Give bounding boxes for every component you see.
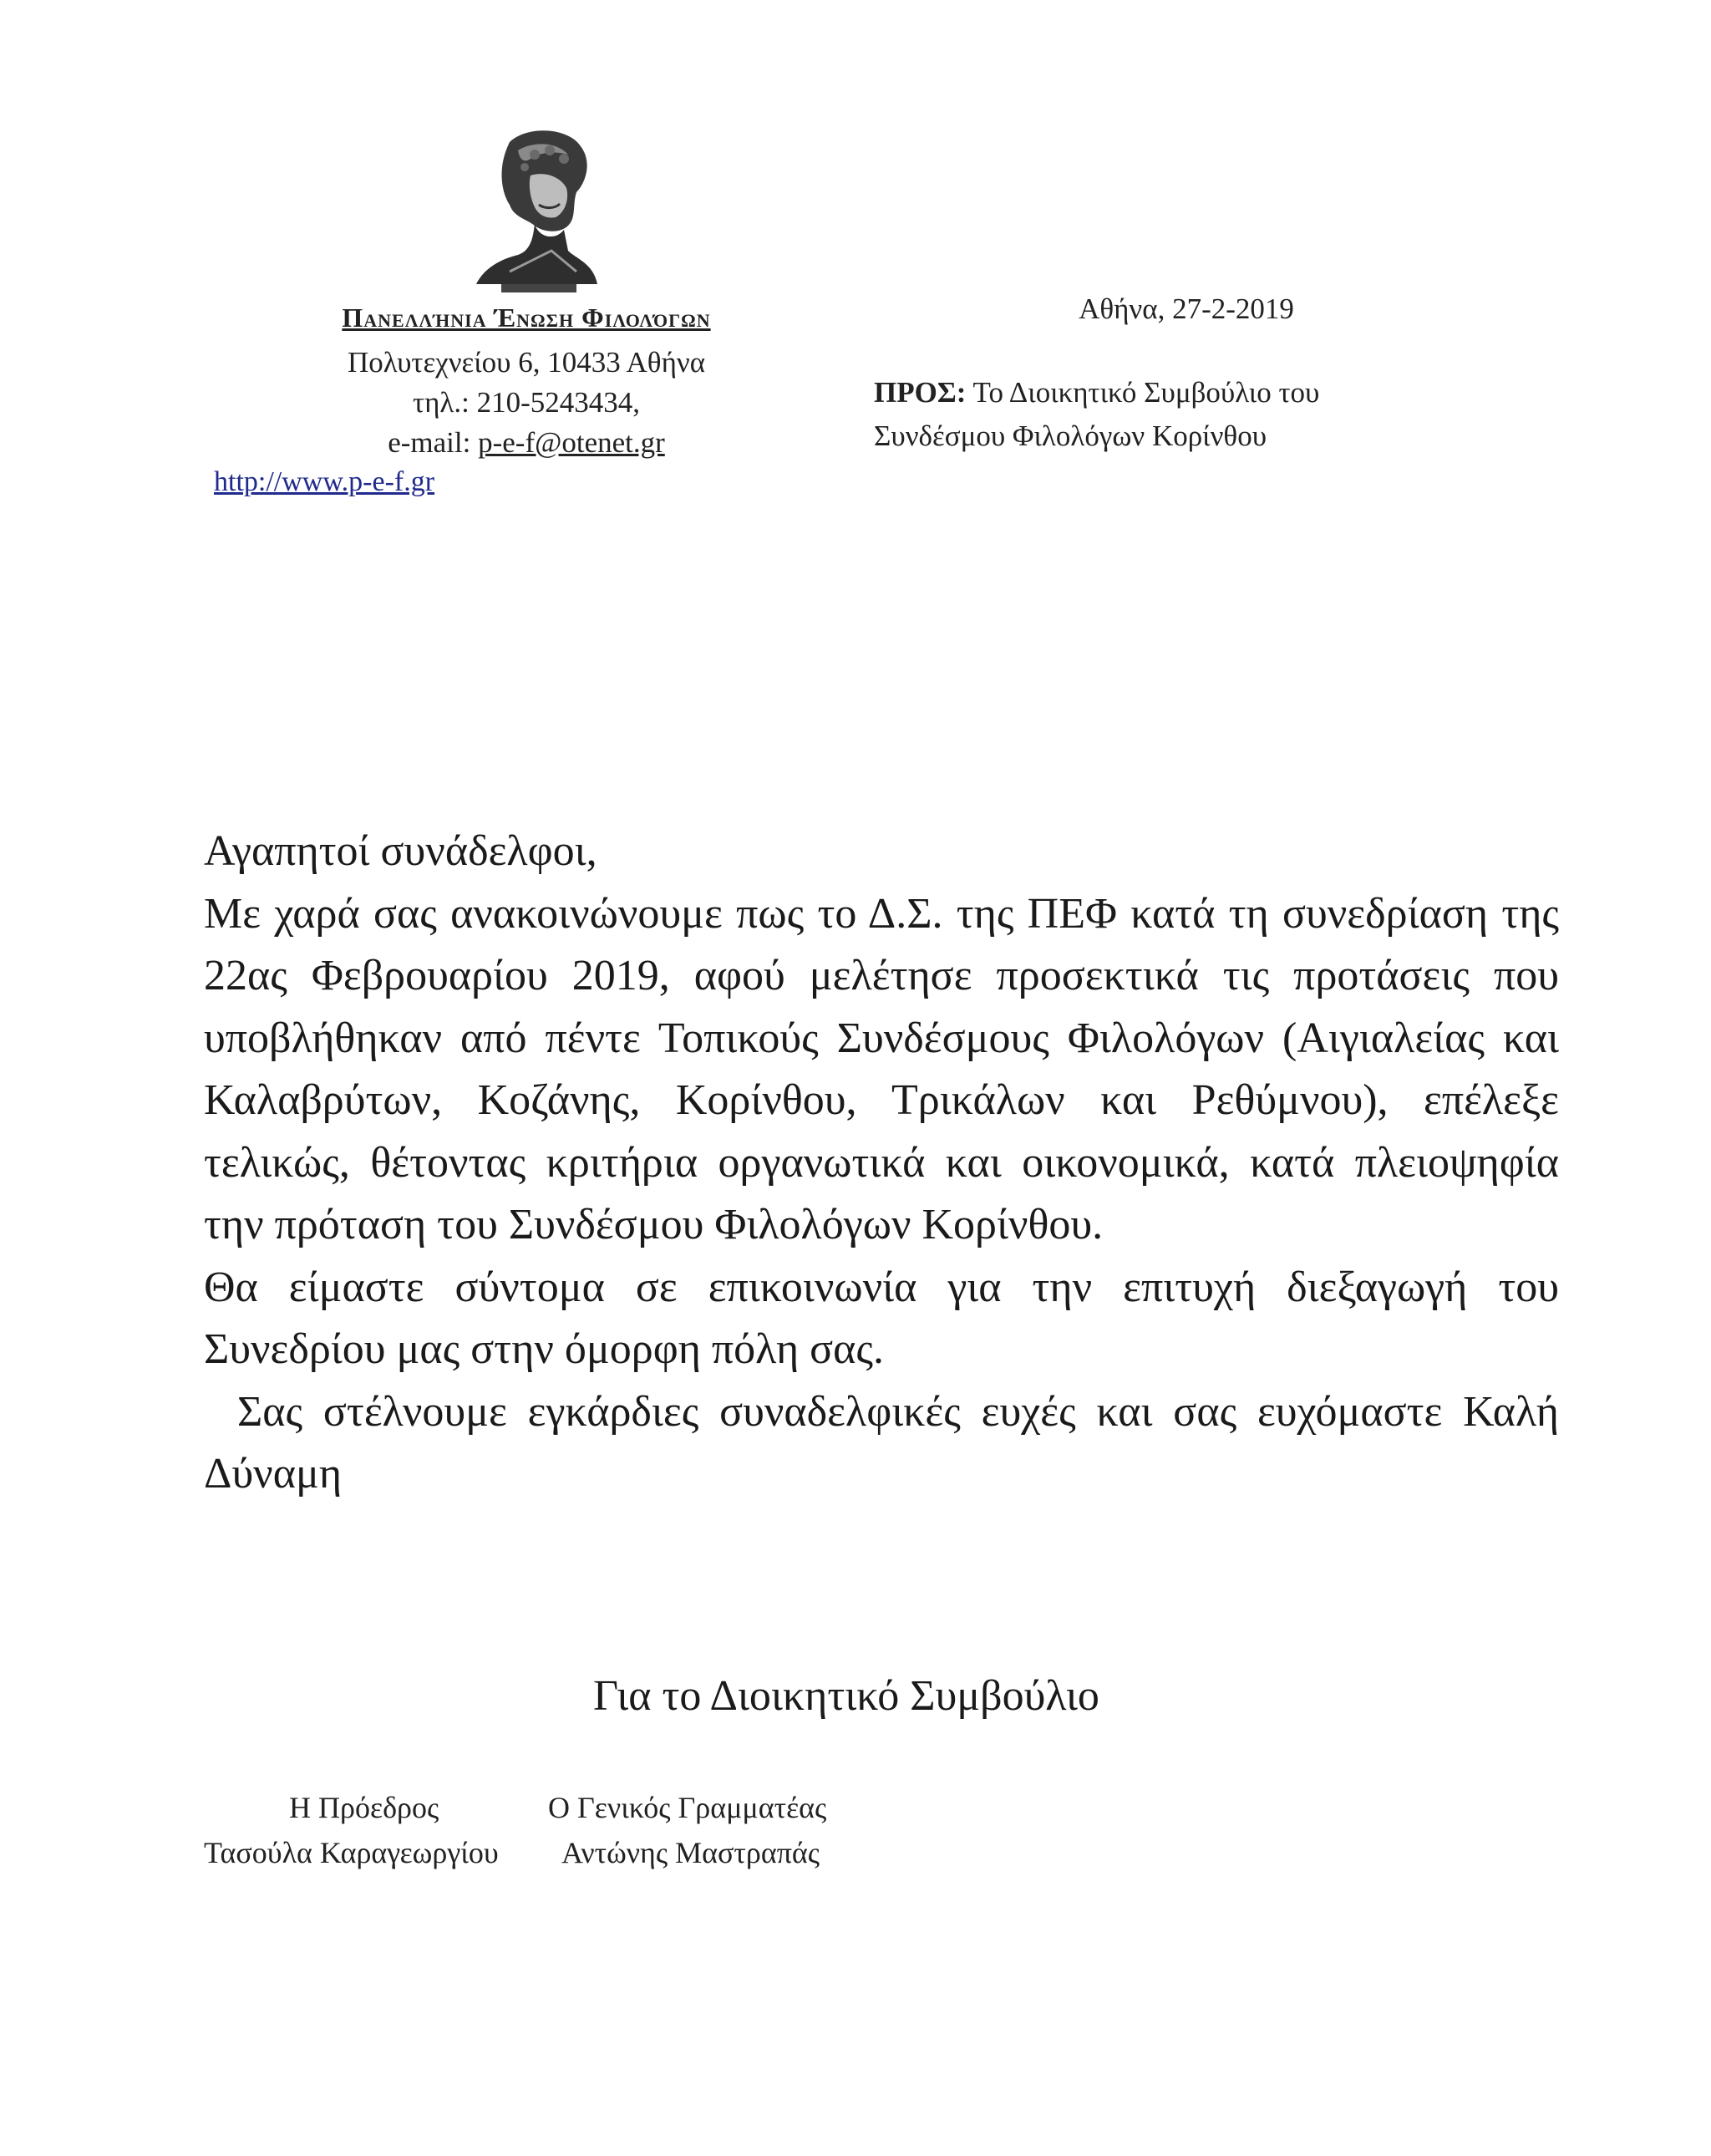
bust-sculpture-icon: [451, 125, 618, 301]
recipient-line-2: Συνδέσμου Φιλολόγων Κορίνθου: [874, 420, 1267, 452]
letter-date: Αθήνα, 27-2-2019: [1079, 292, 1294, 325]
website-link[interactable]: http://www.p-e-f.gr: [214, 466, 435, 497]
email-link[interactable]: p-e-f@otenet.gr: [478, 426, 665, 459]
body-paragraph-1: Με χαρά σας ανακοινώνουμε πως το Δ.Σ. της ΠΕΦ κατά τη συνεδρίαση της 22ας Φεβρουαρίου 2019, αφού μελέτησε προσεκτικά τις προτάσεις που υποβλήθηκαν από πέντε Τοπικούς Συνδέσμους Φιλολόγων (Αιγιαλείας και Καλαβρύτων, Κοζάνης, Κορίνθου, Τρικάλων και Ρεθύμνου), επέλεξε τελικώς, θέτοντας κριτήρια οργανωτικά και οικονομικά, κατά πλειοψηφία την πρόταση του Συνδέσμου Φιλολόγων Κορίνθου.: [204, 889, 1559, 1248]
organization-email-line: [284, 426, 769, 460]
closing-paragraph: Σας στέλνουμε εγκάρδιες συναδελφικές ευχές και σας ευχόμαστε Καλή Δύναμη: [204, 1387, 1559, 1498]
letter-body: [204, 821, 1559, 1506]
organization-address: Πολυτεχνείου 6, 10433 Αθήνα: [347, 346, 706, 379]
body-paragraph-2: Θα είμαστε σύντομα σε επικοινωνία για την επιτυχή διεξαγωγή του Συνεδρίου μας στην όμορφη πόλη σας.: [204, 1263, 1559, 1373]
recipient-colon: :: [956, 376, 967, 409]
recipient-block: [874, 371, 1442, 458]
email-prefix: e-mail:: [388, 426, 479, 459]
president-name: Τασούλα Καραγεωργίου: [204, 1836, 499, 1869]
organization-name: Πανελλήνια Ένωση Φιλολόγων: [342, 303, 711, 333]
board-signature-heading: Για το Διοικητικό Συμβούλιο: [593, 1672, 1099, 1720]
recipient-label: ΠΡΟΣ: [874, 376, 957, 409]
president-title: Η Πρόεδρος: [289, 1791, 439, 1824]
recipient-line-1: Το Διοικητικό Συμβούλιο του: [966, 376, 1320, 409]
salutation: Αγαπητοί συνάδελφοι,: [204, 827, 597, 875]
secretary-title: Ο Γενικός Γραμματέας: [548, 1791, 827, 1824]
secretary-name: Αντώνης Μαστραπάς: [561, 1836, 820, 1869]
organization-phone: τηλ.: 210-5243434,: [413, 386, 640, 419]
